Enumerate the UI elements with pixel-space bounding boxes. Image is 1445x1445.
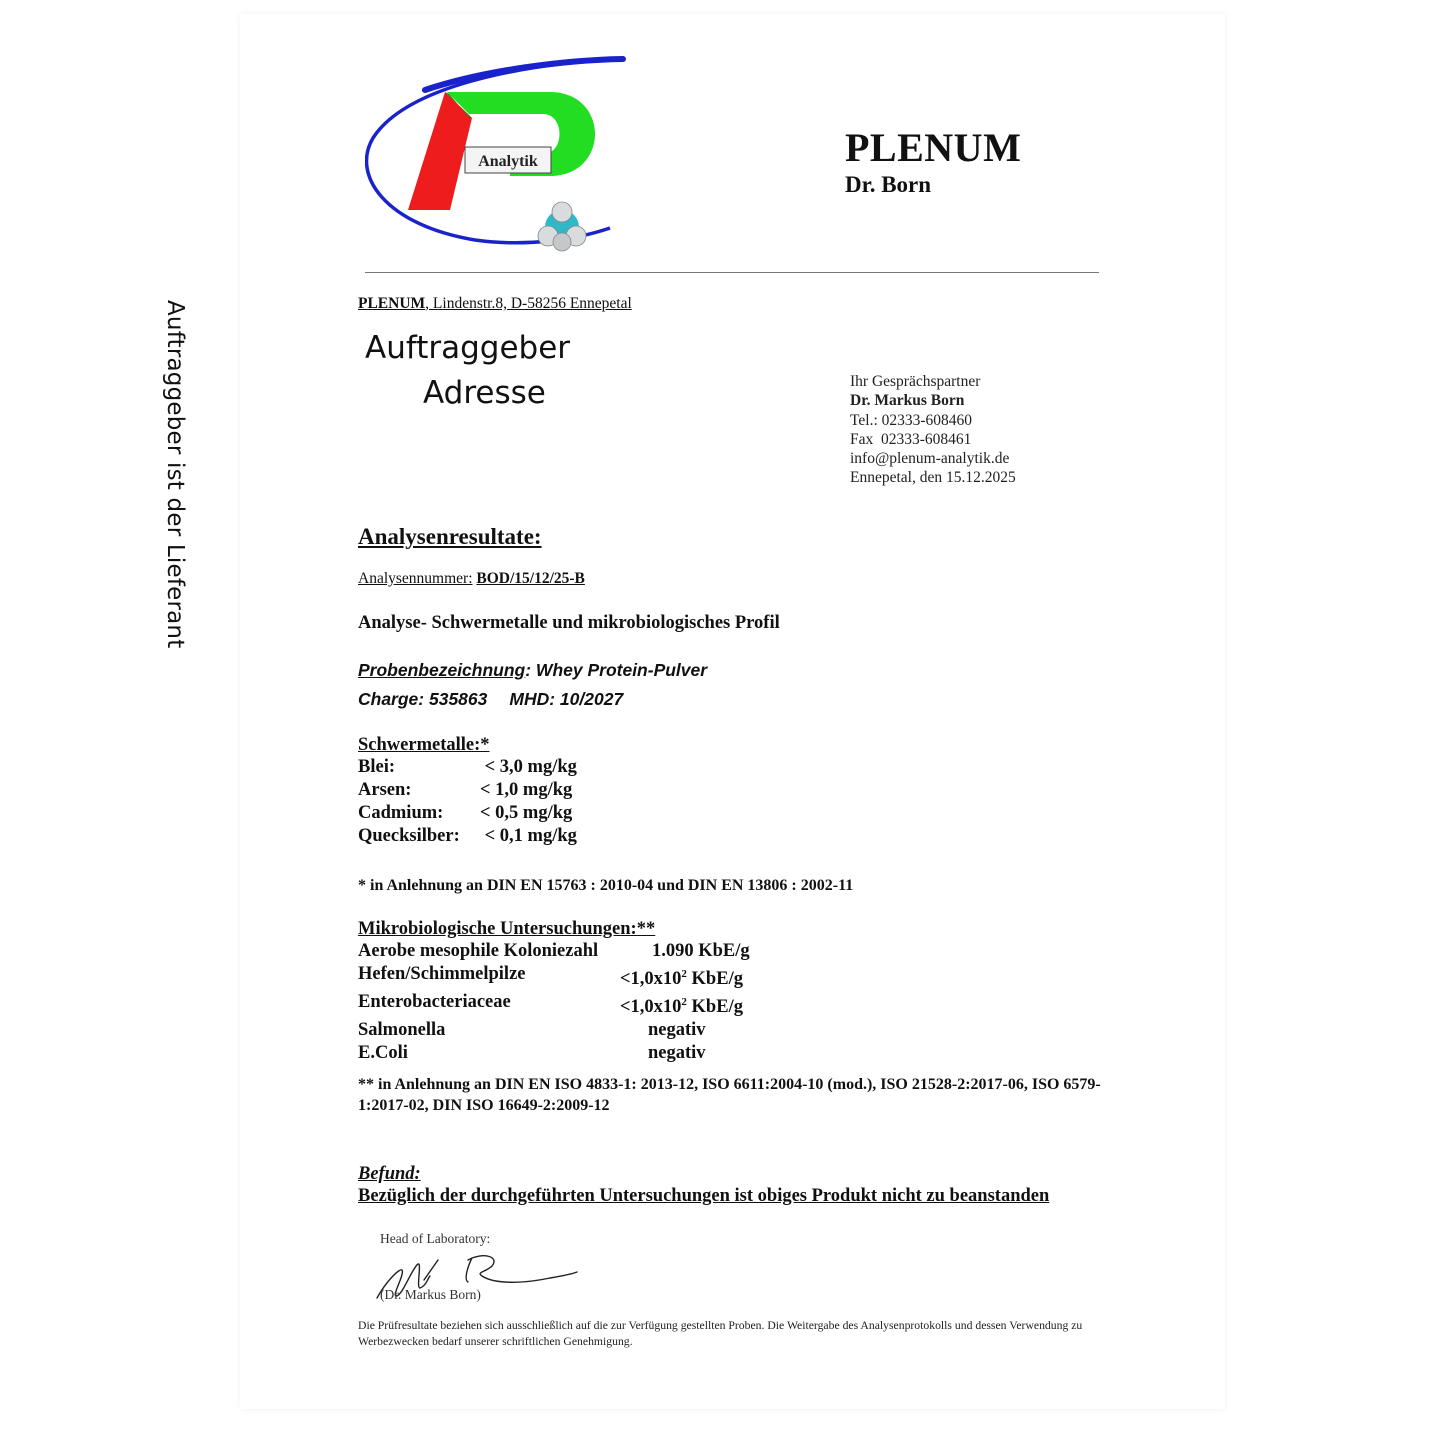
microbiology-value: $<1,0x10^2$ KbE/g [620,996,743,1018]
microbiology-value: negativ [648,1043,706,1064]
microbiology-value: $<1,0x10^2$ KbE/g [620,968,743,990]
heavy-metals-table [358,756,577,848]
heavy-metal-value: < 0,5 mg/kg [480,803,573,823]
client-address-placeholder [365,326,610,416]
sample-sep: : [525,660,532,680]
heavy-metals-section [358,735,577,848]
heavy-metal-name: Blei: [358,757,395,777]
signer-name: (Dr. Markus Born) [380,1287,481,1302]
contact-name: Dr. Markus Born [850,392,965,410]
contact-tel: Tel.: 02333-608460 [850,411,973,429]
microbiology-row [358,1042,750,1065]
findings-block [358,1163,1049,1207]
contact-label: Ihr Gesprächspartner [850,373,981,390]
microbiology-section [358,919,750,1065]
sample-info [358,656,707,714]
microbiology-note: ** in Anlehnung an DIN EN ISO 4833-1: 2013-12, ISO 6611:2004-10 (mod.), ISO 21528-2:2017-06, ISO 6579-1:2017-02, DIN ISO 16649-2:2009-12 [358,1076,1101,1114]
heavy-metal-name: Arsen: [358,780,412,800]
microbiology-table [358,940,750,1065]
microbiology-title: Mikrobiologische Untersuchungen:** [358,919,656,939]
microbiology-row [358,940,750,963]
results-title: Analysenresultate: [358,524,542,549]
sample-charge: Charge: 535863 [358,689,488,709]
findings-title: Befund: [358,1164,421,1184]
sample-label: Probenbezeichnung [358,660,526,680]
heavy-metals-title: Schwermetalle:* [358,735,490,755]
heavy-metal-row [358,802,577,825]
contact-fax: Fax 02333-608461 [850,430,972,448]
microbiology-value: 1.090 KbE/g [652,941,750,961]
contact-block [850,372,1016,488]
microbiology-row [358,991,750,1019]
heavy-metal-row [358,756,577,779]
contact-email: info@plenum-analytik.de [850,450,1010,468]
analysis-title: Analyse- Schwermetalle und mikrobiologisches Profil [358,613,780,633]
client-line-1: Auftraggeber [365,330,571,366]
brand-block [845,125,1022,198]
client-line-2: Adresse [423,375,546,411]
analysis-number [358,570,585,588]
microbiology-name: Hefen/Schimmelpilze [358,964,526,984]
header-divider [365,272,1099,273]
heavy-metals-note: * in Anlehnung an DIN EN 15763 : 2010-04 und DIN EN 13806 : 2002-11 [358,877,854,894]
sender-name: PLENUM [358,295,426,312]
side-note: Auftraggeber ist der Lieferant [162,300,188,649]
contact-place-date: Ennepetal, den 15.12.2025 [850,469,1016,487]
analysis-number-label: Analysennummer: [358,570,473,587]
molecule-icon [538,202,586,251]
logo-text: Analytik [478,153,538,170]
heavy-metal-row [358,825,577,848]
plenum-analytik-logo [365,50,630,260]
microbiology-row [358,963,750,991]
microbiology-value: negativ [648,1020,706,1041]
heavy-metal-value: < 1,0 mg/kg [480,780,573,800]
brand-subtitle: Dr. Born [845,172,932,197]
signature-role: Head of Laboratory: [380,1231,491,1246]
sender-address [358,295,632,313]
microbiology-row [358,1019,750,1042]
findings-statement: Bezüglich der durchgeführten Untersuchungen ist obiges Produkt nicht zu beanstanden [358,1186,1050,1206]
sender-street: , Lindenstr.8, D-58256 Ennepetal [425,295,632,312]
sample-value: Whey Protein-Pulver [531,660,708,680]
heavy-metal-value: < 0,1 mg/kg [480,826,577,846]
microbiology-name: Salmonella [358,1020,446,1041]
brand-name: PLENUM [845,125,1022,170]
heavy-metal-name: Quecksilber: [358,826,460,846]
analysis-number-value: BOD/15/12/25-B [476,570,585,587]
heavy-metal-name: Cadmium: [358,803,444,823]
sample-mhd: MHD: 10/2027 [509,689,624,709]
microbiology-name: Aerobe mesophile Koloniezahl [358,941,599,961]
microbiology-name: E.Coli [358,1043,408,1064]
heavy-metal-value: < 3,0 mg/kg [480,757,577,777]
microbiology-name: Enterobacteriaceae [358,992,511,1013]
disclaimer: Die Prüfresultate beziehen sich ausschließlich auf die zur Verfügung gestellten Proben. Die Weitergabe des Analysenprotokolls und dessen Verwendung zu Werbezwecken bedarf unserer schriftlichen Genehmigung. [358,1319,1083,1348]
heavy-metal-row [358,779,577,802]
